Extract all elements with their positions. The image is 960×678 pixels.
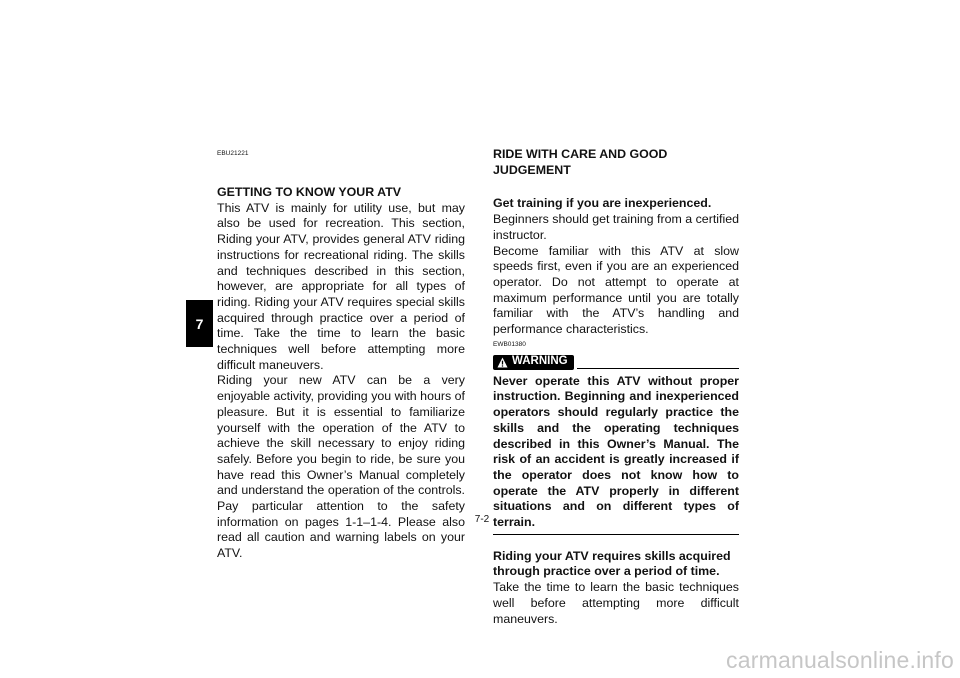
section-heading: RIDE WITH CARE AND GOOD JUDGEMENT — [493, 147, 668, 177]
section-heading: GETTING TO KNOW YOUR ATV — [217, 185, 402, 199]
bold-paragraph: Riding your ATV requires skills acquired through practice over a period of time. — [493, 548, 731, 579]
section-code: EBU21221 — [217, 150, 249, 157]
warning-badge — [493, 355, 574, 370]
chapter-tab: 7 — [186, 300, 213, 347]
warning-code: EWB01380 — [493, 340, 526, 348]
paragraph: This ATV is mainly for utility use, but may also be used for recreation. This section, Riding your ATV, provides general ATV riding instructions for recreational riding. The skills and techniques described in this section, however, are appropriate for all types of riding. Riding your ATV requires special skills acquired through practice over a period of time. Take the time to learn the basic techniques well before attempting more difficult maneuvers. — [217, 200, 465, 372]
warning-text: Never operate this ATV without proper instruction. Beginning and inexperienced operators should regularly practice the skills and the operating techniques described in this Owner’s Manual. The risk of an accident is greatly increased if the operator does not know how to operate the ATV properly in different situations and on different types of terrain. — [493, 370, 739, 535]
paragraph: Riding your new ATV can be a very enjoyable activity, providing you with hours of pleasure. But it is essential to familiarize yourself with the operation of the ATV to achieve the skill necessary to enjoy riding safely. Before you begin to ride, be sure you have read this Owner’s Manual completely and understand the operation of the controls. Pay particular attention to the safety information on pages 1-1–1-4. Please also read all caution and warning labels on your ATV. — [217, 373, 465, 561]
paragraph: Become familiar with this ATV at slow speeds first, even if you are an experienced operator. Do not attempt to operate at maximum performance until you are totally familiar with the ATV’s handling and performance characteristics. — [493, 243, 739, 337]
left-column — [217, 150, 465, 562]
warning-label: WARNING — [512, 355, 568, 368]
warning-header — [493, 355, 739, 370]
page-number: 7-2 — [474, 514, 490, 525]
watermark: carmanualsonline.info — [726, 647, 954, 673]
paragraph: Beginners should get training from a certified instructor. — [493, 212, 739, 242]
paragraph: Take the time to learn the basic techniques well before attempting more difficult maneuvers. — [493, 580, 739, 626]
sub-heading: Get training if you are inexperienced. — [493, 196, 712, 211]
right-column — [493, 147, 739, 627]
divider — [577, 368, 739, 369]
warning-triangle-icon — [497, 357, 508, 368]
